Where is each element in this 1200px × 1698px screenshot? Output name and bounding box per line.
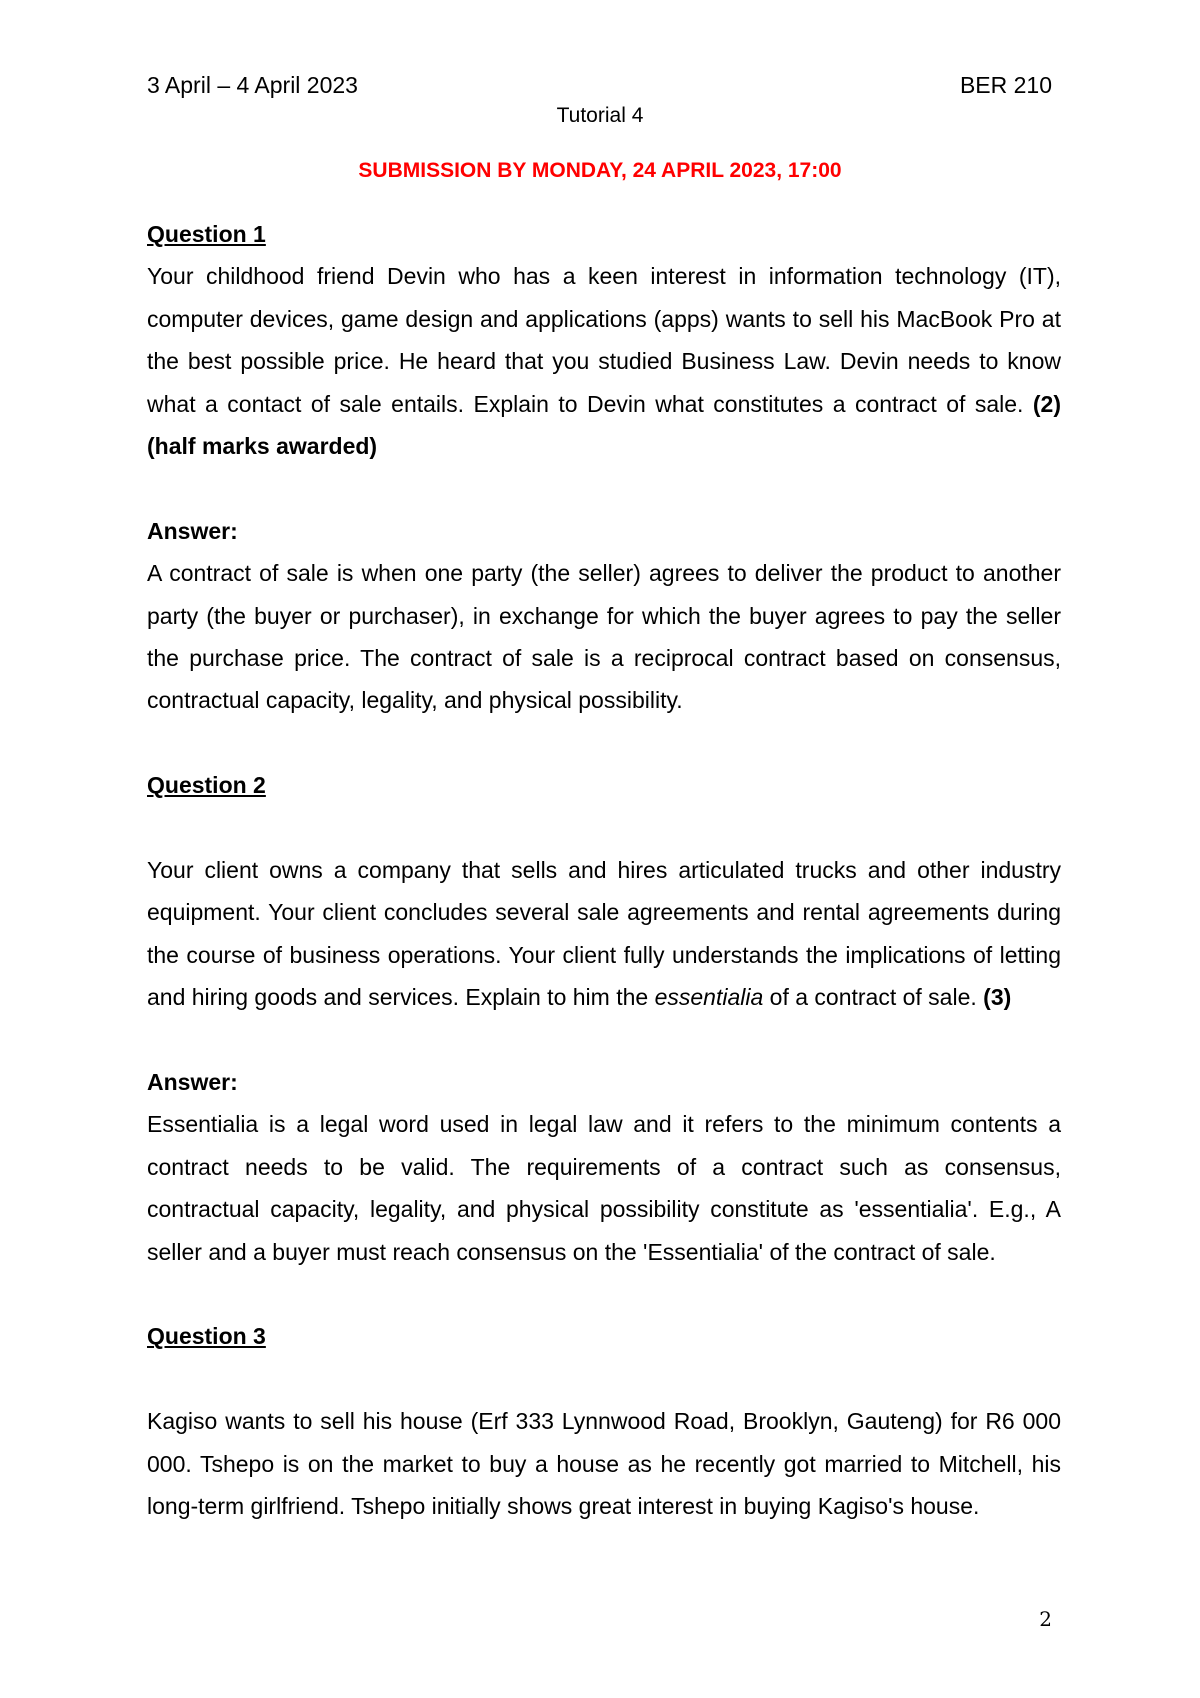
question-1-title — [147, 213, 1061, 255]
question-2-body-end: of a contract of sale. — [769, 984, 977, 1011]
answer-2-text: Essentialia is a legal word used in legal law and it refers to the minimum contents a contract needs to be valid. The requirements of a contract such as consensus, contractual capacity, legality, and physical possibility constitute as 'essentialia'. E.g., A seller and a buyer must reach consensus on the 'Essentialia' of the contract of sale. — [147, 1111, 1061, 1265]
question-2-title — [147, 764, 1061, 806]
question-2-heading: Question 2 — [147, 772, 266, 799]
question-3-title — [147, 1315, 1061, 1357]
submission-deadline: SUBMISSION BY MONDAY, 24 APRIL 2023, 17:00 — [358, 159, 842, 182]
question-1-text — [147, 255, 1061, 467]
question-2-italic-term: essentialia — [654, 984, 764, 1011]
question-2-marks: (3) — [983, 984, 1012, 1011]
answer-1-text: A contract of sale is when one party (the seller) agrees to deliver the product to another party (the buyer or purchaser), in exchange for which the buyer agrees to pay the seller the purchase price. The contract of sale is a reciprocal contract based on consensus, contractual capacity, legality, and physical possibility. — [147, 560, 1061, 714]
document-body — [147, 213, 1061, 1528]
question-1-body: Your childhood friend Devin who has a keen interest in information technology (IT), computer devices, game design and applications (apps) wants to sell his MacBook Pro at the best possible price. He heard that you studied Business Law. Devin needs to know what a contact of sale entails. Explain to Devin what constitutes a contract of sale. — [147, 263, 1061, 417]
answer-2-heading: Answer: — [147, 1069, 238, 1096]
answer-1-heading: Answer: — [147, 517, 238, 544]
question-1-heading: Question 1 — [147, 221, 266, 247]
answer-2-label — [147, 1061, 1061, 1103]
header-course-code: BER 210 — [959, 72, 1052, 98]
answer-1-label — [147, 510, 1061, 552]
question-3-text: Kagiso wants to sell his house (Erf 333 Lynnwood Road, Brooklyn, Gauteng) for R6 000 000. Tshepo is on the market to buy a house as he recently got married to Mitchell, his long-term girlfriend. Tshepo initially shows great interest in buying Kagiso's house. — [147, 1408, 1061, 1520]
question-2-body-start: Your client owns a company that sells and hires articulated trucks and other industry equipment. Your client concludes several sale agreements and rental agreements during the course of business operations. Your client fully understands the implications of letting and hiring goods and services. Explain to him the — [147, 857, 1061, 1011]
header-tutorial-title: Tutorial 4 — [556, 104, 644, 127]
page-number: 2 — [1039, 1607, 1052, 1631]
question-1-marks: (2) (half marks awarded) — [147, 390, 1061, 460]
question-3-heading: Question 3 — [147, 1323, 266, 1350]
question-2-text — [147, 849, 1061, 1019]
header-date-range: 3 April – 4 April 2023 — [147, 72, 358, 98]
